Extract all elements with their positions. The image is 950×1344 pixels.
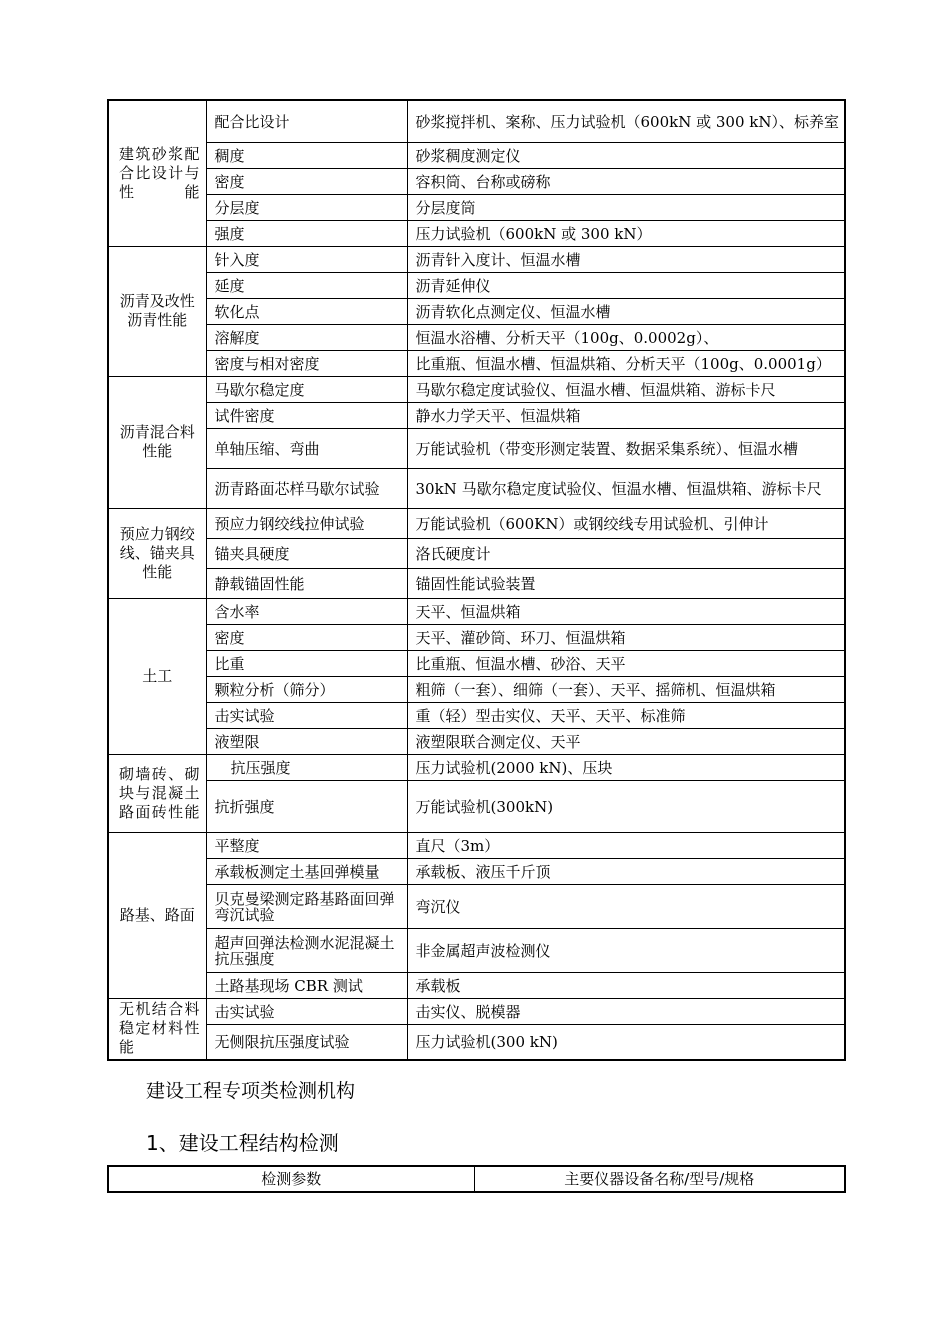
param-cell: 密度 bbox=[206, 168, 407, 194]
table-row bbox=[108, 884, 845, 928]
table-row bbox=[108, 702, 845, 728]
table-row bbox=[108, 972, 845, 998]
param-cell: 击实试验 bbox=[206, 998, 407, 1024]
table-row bbox=[108, 754, 845, 780]
param-cell: 超声回弹法检测水泥混凝土抗压强度 bbox=[206, 928, 407, 972]
table-row bbox=[108, 350, 845, 376]
equipment-cell: 砂浆稠度测定仪 bbox=[407, 142, 845, 168]
structure-header-table bbox=[107, 1165, 846, 1193]
table-row bbox=[108, 246, 845, 272]
equipment-cell: 静水力学天平、恒温烘箱 bbox=[407, 402, 845, 428]
param-cell: 击实试验 bbox=[206, 702, 407, 728]
equipment-cell: 液塑限联合测定仪、天平 bbox=[407, 728, 845, 754]
param-cell: 锚夹具硬度 bbox=[206, 538, 407, 568]
equipment-cell: 洛氏硬度计 bbox=[407, 538, 845, 568]
equipment-cell: 沥青针入度计、恒温水槽 bbox=[407, 246, 845, 272]
param-cell: 单轴压缩、弯曲 bbox=[206, 428, 407, 468]
param-cell: 土路基现场 CBR 测试 bbox=[206, 972, 407, 998]
equipment-cell: 沥青软化点测定仪、恒温水槽 bbox=[407, 298, 845, 324]
param-cell: 含水率 bbox=[206, 598, 407, 624]
table-row bbox=[108, 568, 845, 598]
equipment-cell: 比重瓶、恒温水槽、砂浴、天平 bbox=[407, 650, 845, 676]
equipment-cell: 万能试验机（带变形测定装置、数据采集系统）、恒温水槽 bbox=[407, 428, 845, 468]
equipment-cell: 天平、灌砂筒、环刀、恒温烘箱 bbox=[407, 624, 845, 650]
param-cell: 液塑限 bbox=[206, 728, 407, 754]
header-param-cell: 检测参数 bbox=[108, 1166, 474, 1192]
equipment-cell: 直尺（3m） bbox=[407, 832, 845, 858]
equipment-cell: 恒温水浴槽、分析天平（100g、0.0002g）、 bbox=[407, 324, 845, 350]
category-cell: 砌墙砖、砌块与混凝土路面砖性能 bbox=[108, 754, 206, 832]
table-row bbox=[108, 100, 845, 142]
equipment-cell: 容积筒、台称或磅称 bbox=[407, 168, 845, 194]
param-cell: 马歇尔稳定度 bbox=[206, 376, 407, 402]
equipment-cell: 非金属超声波检测仪 bbox=[407, 928, 845, 972]
header-row bbox=[108, 1166, 845, 1192]
table-row bbox=[108, 928, 845, 972]
param-cell: 密度 bbox=[206, 624, 407, 650]
section-title-specialty: 建设工程专项类检测机构 bbox=[146, 1080, 356, 1102]
category-cell: 路基、路面 bbox=[108, 832, 206, 998]
equipment-cell: 击实仪、脱模器 bbox=[407, 998, 845, 1024]
equipment-cell: 承载板、液压千斤顶 bbox=[407, 858, 845, 884]
table-row bbox=[108, 272, 845, 298]
param-cell: 颗粒分析（筛分） bbox=[206, 676, 407, 702]
param-cell: 静载锚固性能 bbox=[206, 568, 407, 598]
param-cell: 密度与相对密度 bbox=[206, 350, 407, 376]
equipment-cell: 30kN 马歇尔稳定度试验仪、恒温水槽、恒温烘箱、游标卡尺 bbox=[407, 468, 845, 508]
param-cell: 稠度 bbox=[206, 142, 407, 168]
param-cell: 溶解度 bbox=[206, 324, 407, 350]
category-cell: 沥青混合料性能 bbox=[108, 376, 206, 508]
equipment-cell: 砂浆搅拌机、案称、压力试验机（600kN 或 300 kN）、标养室 bbox=[407, 100, 845, 142]
table-row bbox=[108, 508, 845, 538]
table-row bbox=[108, 402, 845, 428]
table-row bbox=[108, 142, 845, 168]
param-cell: 抗折强度 bbox=[206, 780, 407, 832]
param-cell: 软化点 bbox=[206, 298, 407, 324]
table-row bbox=[108, 194, 845, 220]
category-cell: 土工 bbox=[108, 598, 206, 754]
equipment-cell: 压力试验机(2000 kN)、压块 bbox=[407, 754, 845, 780]
param-cell: 沥青路面芯样马歇尔试验 bbox=[206, 468, 407, 508]
table-row bbox=[108, 1024, 845, 1060]
table-row bbox=[108, 298, 845, 324]
param-cell: 分层度 bbox=[206, 194, 407, 220]
table-row bbox=[108, 468, 845, 508]
category-cell: 沥青及改性沥青性能 bbox=[108, 246, 206, 376]
param-cell: 延度 bbox=[206, 272, 407, 298]
table-row bbox=[108, 376, 845, 402]
table-row bbox=[108, 168, 845, 194]
table-row bbox=[108, 832, 845, 858]
equipment-cell: 承载板 bbox=[407, 972, 845, 998]
param-cell: 承载板测定土基回弹模量 bbox=[206, 858, 407, 884]
param-cell: 无侧限抗压强度试验 bbox=[206, 1024, 407, 1060]
equipment-cell: 比重瓶、恒温水槽、恒温烘箱、分析天平（100g、0.0001g） bbox=[407, 350, 845, 376]
equipment-cell: 锚固性能试验装置 bbox=[407, 568, 845, 598]
table-row bbox=[108, 598, 845, 624]
equipment-table bbox=[107, 99, 846, 1061]
equipment-cell: 压力试验机（600kN 或 300 kN） bbox=[407, 220, 845, 246]
table-row bbox=[108, 676, 845, 702]
param-cell: 试件密度 bbox=[206, 402, 407, 428]
equipment-cell: 压力试验机(300 kN) bbox=[407, 1024, 845, 1060]
table-row bbox=[108, 624, 845, 650]
table-row bbox=[108, 728, 845, 754]
equipment-cell: 万能试验机（600KN）或钢绞线专用试验机、引伸计 bbox=[407, 508, 845, 538]
equipment-cell: 重（轻）型击实仪、天平、天平、标准筛 bbox=[407, 702, 845, 728]
param-cell: 平整度 bbox=[206, 832, 407, 858]
category-cell: 建筑砂浆配合比设计与性能 bbox=[108, 100, 206, 246]
section-title-structure: 1、建设工程结构检测 bbox=[146, 1131, 339, 1155]
table-row bbox=[108, 650, 845, 676]
header-equipment-cell: 主要仪器设备名称/型号/规格 bbox=[474, 1166, 845, 1192]
param-cell: 强度 bbox=[206, 220, 407, 246]
param-cell: 预应力钢绞线拉伸试验 bbox=[206, 508, 407, 538]
category-cell: 预应力钢绞线、锚夹具性能 bbox=[108, 508, 206, 598]
equipment-cell: 马歇尔稳定度试验仪、恒温水槽、恒温烘箱、游标卡尺 bbox=[407, 376, 845, 402]
param-cell: 贝克曼梁测定路基路面回弹弯沉试验 bbox=[206, 884, 407, 928]
param-cell: 配合比设计 bbox=[206, 100, 407, 142]
category-cell: 无机结合料稳定材料性能 bbox=[108, 998, 206, 1060]
param-cell: 抗压强度 bbox=[206, 754, 407, 780]
table-row bbox=[108, 220, 845, 246]
table-row bbox=[108, 324, 845, 350]
equipment-cell: 万能试验机(300kN) bbox=[407, 780, 845, 832]
table-row bbox=[108, 538, 845, 568]
equipment-cell: 天平、恒温烘箱 bbox=[407, 598, 845, 624]
param-cell: 针入度 bbox=[206, 246, 407, 272]
equipment-cell: 分层度筒 bbox=[407, 194, 845, 220]
table-row bbox=[108, 428, 845, 468]
equipment-cell: 粗筛（一套）、细筛（一套）、天平、摇筛机、恒温烘箱 bbox=[407, 676, 845, 702]
table-row bbox=[108, 780, 845, 832]
param-cell: 比重 bbox=[206, 650, 407, 676]
table-row bbox=[108, 998, 845, 1024]
table-row bbox=[108, 858, 845, 884]
equipment-cell: 弯沉仪 bbox=[407, 884, 845, 928]
equipment-cell: 沥青延伸仪 bbox=[407, 272, 845, 298]
